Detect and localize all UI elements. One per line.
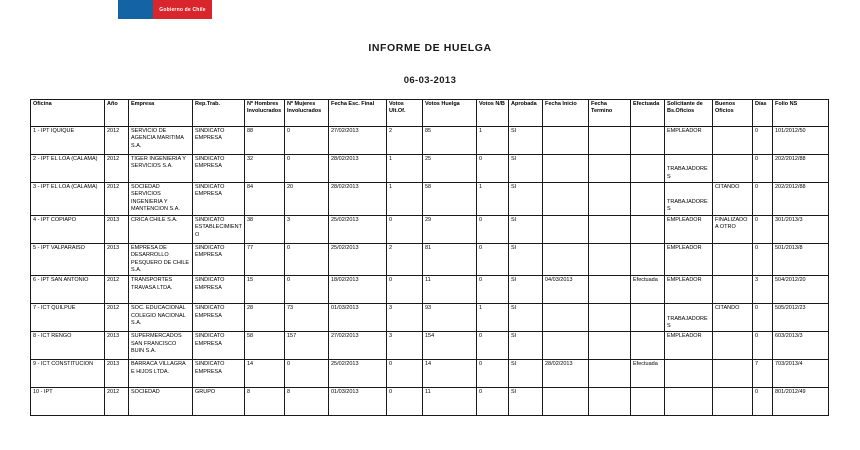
table-cell	[589, 332, 631, 360]
table-cell: TRABAJADORES	[665, 304, 713, 332]
table-cell: 2012	[105, 127, 129, 155]
table-cell: 154	[423, 332, 477, 360]
table-cell: 0	[753, 127, 773, 155]
report-date: 06-03-2013	[403, 75, 457, 86]
table-cell: SINDICATO EMPRESA	[193, 360, 245, 388]
table-cell: 28/02/2013	[329, 183, 387, 216]
table-cell	[589, 215, 631, 243]
table-cell: 1	[477, 304, 509, 332]
table-cell: TRABAJADORES	[665, 183, 713, 216]
table-cell	[665, 388, 713, 416]
table-cell: 25	[423, 155, 477, 183]
table-header	[31, 100, 829, 127]
column-header: Nº Mujeres Involucrados	[285, 100, 329, 127]
table-cell: 88	[245, 127, 285, 155]
table-cell: 25/02/2013	[329, 360, 387, 388]
table-cell: 0	[285, 243, 329, 276]
table-cell: SI	[509, 127, 543, 155]
table-cell: SI	[509, 155, 543, 183]
table-cell	[713, 155, 753, 183]
table-cell: 7	[753, 360, 773, 388]
table-cell: TIGER INGENIERIA Y SERVICIOS S.A.	[129, 155, 193, 183]
table-cell	[543, 243, 589, 276]
table-cell	[713, 360, 753, 388]
table-cell: 9 - ICT CONSTITUCION	[31, 360, 105, 388]
table-cell: 0	[477, 332, 509, 360]
huelga-table	[30, 99, 829, 416]
table-cell: 29	[423, 215, 477, 243]
table-cell: 2013	[105, 215, 129, 243]
table-cell: 27/02/2013	[329, 127, 387, 155]
table-cell	[631, 243, 665, 276]
table-cell: 8	[285, 388, 329, 416]
table-cell	[589, 360, 631, 388]
table-cell	[589, 276, 631, 304]
table-cell: 4 - IPT COPIAPO	[31, 215, 105, 243]
table-cell: 0	[477, 215, 509, 243]
table-row	[31, 276, 829, 304]
table-cell	[543, 183, 589, 216]
table-row	[31, 127, 829, 155]
table-row	[31, 360, 829, 388]
table-cell: 505/2012/23	[773, 304, 829, 332]
table-cell: 202/2012/88	[773, 155, 829, 183]
table-cell: SI	[509, 276, 543, 304]
table-cell	[543, 215, 589, 243]
table-cell	[665, 360, 713, 388]
table-cell: 8	[245, 388, 285, 416]
table-cell	[631, 304, 665, 332]
table-cell	[713, 332, 753, 360]
logo-blue-block	[118, 0, 153, 19]
table-cell: 2012	[105, 276, 129, 304]
column-header: Oficina	[31, 100, 105, 127]
table-cell: SINDICATO EMPRESA	[193, 155, 245, 183]
table-cell	[631, 215, 665, 243]
table-cell	[543, 388, 589, 416]
table-cell: SI	[509, 215, 543, 243]
table-cell	[631, 183, 665, 216]
table-body	[31, 127, 829, 416]
table-cell: 20	[285, 183, 329, 216]
table-cell: 11	[423, 388, 477, 416]
column-header: Días	[753, 100, 773, 127]
table-cell: BARRACA VILLAGRA E HIJOS LTDA.	[129, 360, 193, 388]
table-cell: SOC. EDUCACIONAL COLEGIO NACIONAL S.A.	[129, 304, 193, 332]
table-cell: 2	[387, 127, 423, 155]
table-header-row	[31, 100, 829, 127]
table-cell: 77	[245, 243, 285, 276]
table-row	[31, 155, 829, 183]
table-cell: 14	[245, 360, 285, 388]
gobierno-de-chile-logo	[118, 0, 212, 19]
table-cell	[631, 332, 665, 360]
table-cell: SI	[509, 183, 543, 216]
table-cell: Efectuada	[631, 276, 665, 304]
column-header: Aprobada	[509, 100, 543, 127]
page-title: INFORME DE HUELGA	[368, 42, 492, 54]
table-cell	[631, 155, 665, 183]
column-header: Año	[105, 100, 129, 127]
table-cell: SERVICIO DE AGENCIA MARITIMA S.A.	[129, 127, 193, 155]
table-cell	[589, 304, 631, 332]
table-cell: 1	[387, 155, 423, 183]
table-cell: 38	[245, 215, 285, 243]
table-cell: 25/02/2013	[329, 215, 387, 243]
table-cell: FINALIZADO A OTRO	[713, 215, 753, 243]
table-cell	[543, 155, 589, 183]
table-cell: 0	[285, 127, 329, 155]
table-cell: 81	[423, 243, 477, 276]
table-cell: 85	[423, 127, 477, 155]
table-row	[31, 243, 829, 276]
table-cell: 0	[477, 360, 509, 388]
table-cell: CITANDO	[713, 183, 753, 216]
table-cell: SI	[509, 304, 543, 332]
column-header: Fecha Esc. Final	[329, 100, 387, 127]
table-cell: 2012	[105, 388, 129, 416]
table-cell: 27/02/2013	[329, 332, 387, 360]
table-cell: 0	[753, 332, 773, 360]
column-header: Solicitante de Bs.Oficios	[665, 100, 713, 127]
table-cell: 58	[245, 332, 285, 360]
table-cell: 28/02/2013	[543, 360, 589, 388]
table-cell: SINDICATO EMPRESA	[193, 304, 245, 332]
column-header: Nº Hombres Involucrados	[245, 100, 285, 127]
table-row	[31, 388, 829, 416]
table-cell: SOCIEDAD SERVICIOS INGENIERIA Y MANTENCION S.A.	[129, 183, 193, 216]
table-cell: EMPLEADOR	[665, 243, 713, 276]
table-cell: 93	[423, 304, 477, 332]
table-cell: 15	[245, 276, 285, 304]
column-header: Efectuada	[631, 100, 665, 127]
table-cell: 504/2012/20	[773, 276, 829, 304]
table-cell: 0	[387, 360, 423, 388]
table-cell: 0	[753, 183, 773, 216]
table-cell: CITANDO	[713, 304, 753, 332]
column-header: Votos Huelga	[423, 100, 477, 127]
table-cell: 58	[423, 183, 477, 216]
logo-text: Gobierno de Chile	[159, 6, 206, 13]
table-cell: 3	[387, 332, 423, 360]
table-cell: 0	[753, 215, 773, 243]
table-cell: SI	[509, 332, 543, 360]
table-cell: 101/2012/50	[773, 127, 829, 155]
table-cell: 157	[285, 332, 329, 360]
table-cell: 0	[477, 243, 509, 276]
table-cell: 0	[285, 155, 329, 183]
table-cell: 01/03/2013	[329, 304, 387, 332]
table-cell: 84	[245, 183, 285, 216]
table-cell: 0	[753, 388, 773, 416]
table-cell: 703/2013/4	[773, 360, 829, 388]
table-cell: 202/2012/88	[773, 183, 829, 216]
table-cell	[631, 127, 665, 155]
table-cell: CRICA CHILE S.A.	[129, 215, 193, 243]
table-cell	[589, 155, 631, 183]
table-cell: SOCIEDAD	[129, 388, 193, 416]
table-cell: 11	[423, 276, 477, 304]
table-cell	[631, 388, 665, 416]
column-header: Folio NS	[773, 100, 829, 127]
table-cell	[589, 388, 631, 416]
table-cell: 1	[387, 183, 423, 216]
table-cell: 0	[753, 304, 773, 332]
table-cell: 1	[477, 127, 509, 155]
table-cell	[713, 388, 753, 416]
table-cell: 3	[285, 215, 329, 243]
table-cell: 0	[387, 388, 423, 416]
table-cell: 7 - ICT QUILPUE	[31, 304, 105, 332]
table-cell: 2 - IPT EL LOA (CALAMA)	[31, 155, 105, 183]
column-header: Fecha Inicio	[543, 100, 589, 127]
table-cell: 3	[387, 304, 423, 332]
column-header: Votos N/B	[477, 100, 509, 127]
table-cell: 603/2013/3	[773, 332, 829, 360]
table-cell: SINDICATO EMPRESA	[193, 127, 245, 155]
table-cell: 73	[285, 304, 329, 332]
table-cell: 0	[477, 155, 509, 183]
table-cell: 32	[245, 155, 285, 183]
table-cell: 1	[477, 183, 509, 216]
column-header: Rep.Trab.	[193, 100, 245, 127]
table-cell: 6 - IPT SAN ANTONIO	[31, 276, 105, 304]
table-cell: 801/2012/49	[773, 388, 829, 416]
table-cell: EMPLEADOR	[665, 127, 713, 155]
table-cell	[543, 127, 589, 155]
table-cell: 3	[753, 276, 773, 304]
table-cell: TRABAJADORES	[665, 155, 713, 183]
table-cell	[543, 332, 589, 360]
table-cell: 2012	[105, 183, 129, 216]
table-cell: 2012	[105, 304, 129, 332]
table-cell: Efectuada	[631, 360, 665, 388]
table-cell: SINDICATO EMPRESA	[193, 183, 245, 216]
table-cell: 0	[387, 215, 423, 243]
column-header: Empresa	[129, 100, 193, 127]
column-header: Votos Ult.Of.	[387, 100, 423, 127]
table-cell: 14	[423, 360, 477, 388]
table-cell: SI	[509, 360, 543, 388]
table-cell: 2013	[105, 360, 129, 388]
table-cell	[589, 127, 631, 155]
table-cell: 501/2013/8	[773, 243, 829, 276]
table-row	[31, 304, 829, 332]
table-cell: EMPLEADOR	[665, 332, 713, 360]
table-cell	[713, 243, 753, 276]
table-cell: 2013	[105, 243, 129, 276]
table-cell: 0	[753, 155, 773, 183]
table-cell: 18/02/2013	[329, 276, 387, 304]
table-cell: 28/02/2013	[329, 155, 387, 183]
table-cell	[589, 243, 631, 276]
table-cell	[543, 304, 589, 332]
table-cell: 301/2013/3	[773, 215, 829, 243]
table-cell: SINDICATO ESTABLECIMIENTO	[193, 215, 245, 243]
table-cell: 10 - IPT	[31, 388, 105, 416]
table-cell: 28	[245, 304, 285, 332]
table-cell: 0	[477, 276, 509, 304]
table-cell: 1 - IPT IQUIQUE	[31, 127, 105, 155]
table-row	[31, 332, 829, 360]
table-cell: GRUPO	[193, 388, 245, 416]
table-cell: 5 - IPT VALPARAISO	[31, 243, 105, 276]
table-cell: 0	[285, 360, 329, 388]
table-cell: 01/03/2013	[329, 388, 387, 416]
table-cell: EMPLEADOR	[665, 215, 713, 243]
column-header: Fecha Termino	[589, 100, 631, 127]
logo-red-block	[153, 0, 212, 19]
table-cell	[589, 183, 631, 216]
table-cell: 0	[387, 276, 423, 304]
table-cell: EMPLEADOR	[665, 276, 713, 304]
table-cell: SINDICATO EMPRESA	[193, 243, 245, 276]
table-row	[31, 183, 829, 216]
table-cell: 25/02/2013	[329, 243, 387, 276]
table-cell: 0	[753, 243, 773, 276]
table-cell: EMPRESA DE DESARROLLO PESQUERO DE CHILE S.A.	[129, 243, 193, 276]
table-cell	[713, 276, 753, 304]
table-cell: SINDICATO EMPRESA	[193, 276, 245, 304]
table-cell: SI	[509, 243, 543, 276]
table-cell: SUPERMERCADOS SAN FRANCISCO BUIN S.A.	[129, 332, 193, 360]
table-cell: 04/03/2013	[543, 276, 589, 304]
table-cell: SINDICATO EMPRESA	[193, 332, 245, 360]
table-cell: 0	[477, 388, 509, 416]
table-cell: 2	[387, 243, 423, 276]
table-cell: 3 - IPT EL LOA (CALAMA)	[31, 183, 105, 216]
table-cell: 8 - ICT RENGO	[31, 332, 105, 360]
table-cell: SI	[509, 388, 543, 416]
table-row	[31, 215, 829, 243]
table-cell: 2012	[105, 155, 129, 183]
table-cell: TRANSPORTES TRAVASA LTDA.	[129, 276, 193, 304]
table-cell: 0	[285, 276, 329, 304]
table-cell	[713, 127, 753, 155]
column-header: Buenos Oficios	[713, 100, 753, 127]
table-cell: 2013	[105, 332, 129, 360]
